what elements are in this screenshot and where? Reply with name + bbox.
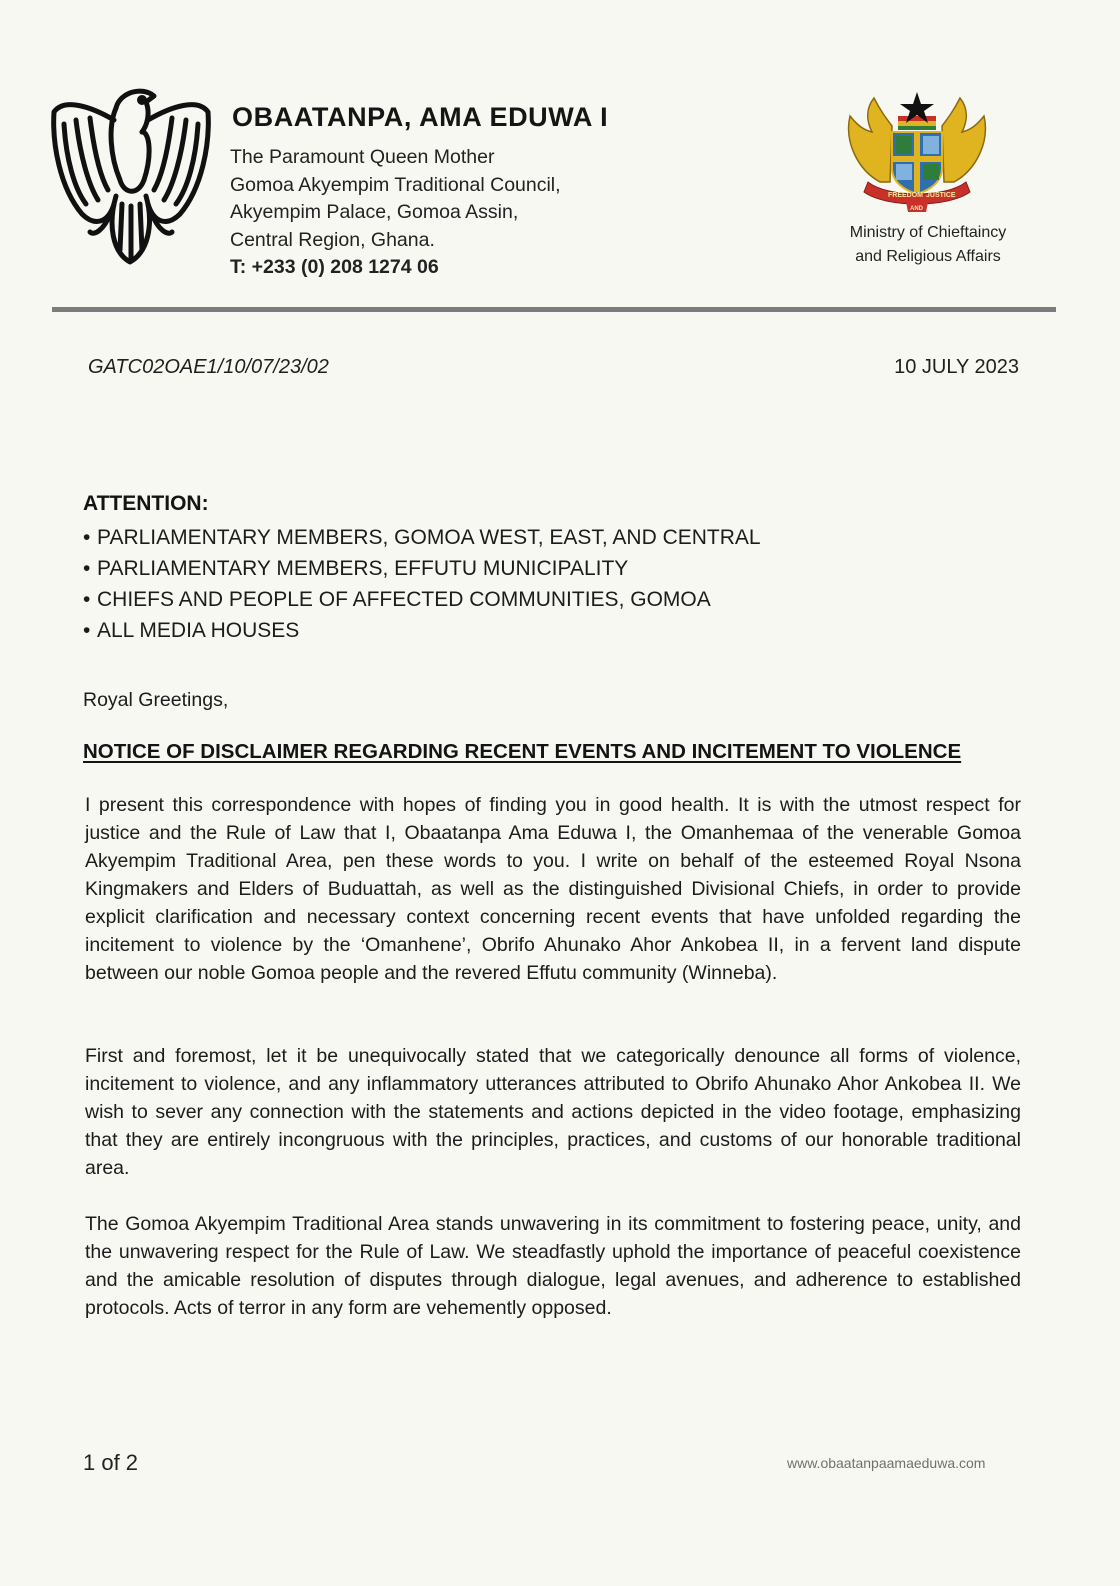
ministry-line: Ministry of Chieftaincy (849, 224, 1007, 241)
attention-item-text: PARLIAMENTARY MEMBERS, GOMOA WEST, EAST, AND CENTRAL (97, 526, 761, 549)
crest-motto-right: JUSTICE (926, 192, 956, 199)
bullet-icon: • (83, 526, 91, 549)
body-paragraph: The Gomoa Akyempim Traditional Area stands unwavering in its commitment to fostering peace, unity, and the unwavering respect for the Rule of Law. We steadfastly uphold the importance of peaceful coexistence and the amicable resolution of disputes through dialogue, legal avenues, and adherence to established protocols. Acts of terror in any form are vehemently opposed. (85, 1213, 1021, 1319)
ministry-line: and Religious Affairs (855, 248, 1001, 265)
address-line: Akyempim Palace, Gomoa Assin, (230, 201, 519, 223)
address-line: Gomoa Akyempim Traditional Council, (230, 173, 561, 196)
crest-motto-bottom: AND (910, 206, 923, 212)
bullet-icon: • (83, 588, 91, 611)
ghana-coat-of-arms-icon (838, 86, 996, 216)
eagle-logo-icon (50, 84, 212, 266)
crest-motto-left: FREEDOM (888, 192, 923, 199)
header-divider (52, 307, 1056, 312)
sender-name: OBAATANPA, AMA EDUWA I (232, 102, 609, 132)
attention-heading: ATTENTION: (83, 492, 209, 515)
body-paragraph: First and foremost, let it be unequivocally stated that we categorically denounce all forms of violence, incitement to violence, and any inflammatory utterances attributed to Obrifo Ahunako Ahor Ankobea II. We wish to sever any connection with the statements and actions depicted in the video footage, emphasizing that they are entirely incongruous with the principles, practices, and customs of our honorable traditional area. (85, 1045, 1021, 1179)
bullet-icon: • (83, 557, 91, 580)
greeting: Royal Greetings, (83, 689, 229, 711)
reference-number: GATC02OAE1/10/07/23/02 (88, 356, 329, 378)
attention-list (83, 522, 761, 646)
sender-address-block (230, 144, 561, 282)
bullet-icon: • (83, 619, 91, 642)
page-number: 1 of 2 (83, 1450, 139, 1475)
notice-title: NOTICE OF DISCLAIMER REGARDING RECENT EVENTS AND INCITEMENT TO VIOLENCE (83, 740, 962, 763)
attention-item (83, 615, 761, 646)
attention-item (83, 553, 761, 584)
attention-item (83, 522, 761, 553)
website-link[interactable]: www.obaatanpaamaeduwa.com (787, 1455, 986, 1471)
attention-item-text: ALL MEDIA HOUSES (97, 619, 300, 642)
body-paragraph: I present this correspondence with hopes of finding you in good health. It is with the utmost respect for justice and the Rule of Law that I, Obaatanpa Ama Eduwa I, the Omanhemaa of the venerable Gomoa Akyempim Traditional Area, pen these words to you. I write on behalf of the esteemed Royal Nsona Kingmakers and Elders of Buduattah, as well as the distinguished Divisional Chiefs, in order to provide explicit clarification and necessary context concerning recent events that have unfolded regarding the incitement to violence by the ‘Omanhene’, Obrifo Ahunako Ahor Ankobea II, in a fervent land dispute between our noble Gomoa people and the revered Effutu community (Winneba). (85, 794, 1021, 984)
attention-item-text: CHIEFS AND PEOPLE OF AFFECTED COMMUNITIES, GOMOA (97, 588, 711, 611)
sender-title: The Paramount Queen Mother (230, 146, 495, 168)
ministry-caption (828, 221, 1028, 269)
attention-item (83, 584, 761, 615)
address-line: Central Region, Ghana. (230, 228, 435, 251)
letter-date: 10 JULY 2023 (894, 356, 1019, 378)
attention-item-text: PARLIAMENTARY MEMBERS, EFFUTU MUNICIPALITY (97, 557, 629, 580)
sender-phone: T: +233 (0) 208 1274 06 (230, 256, 439, 278)
